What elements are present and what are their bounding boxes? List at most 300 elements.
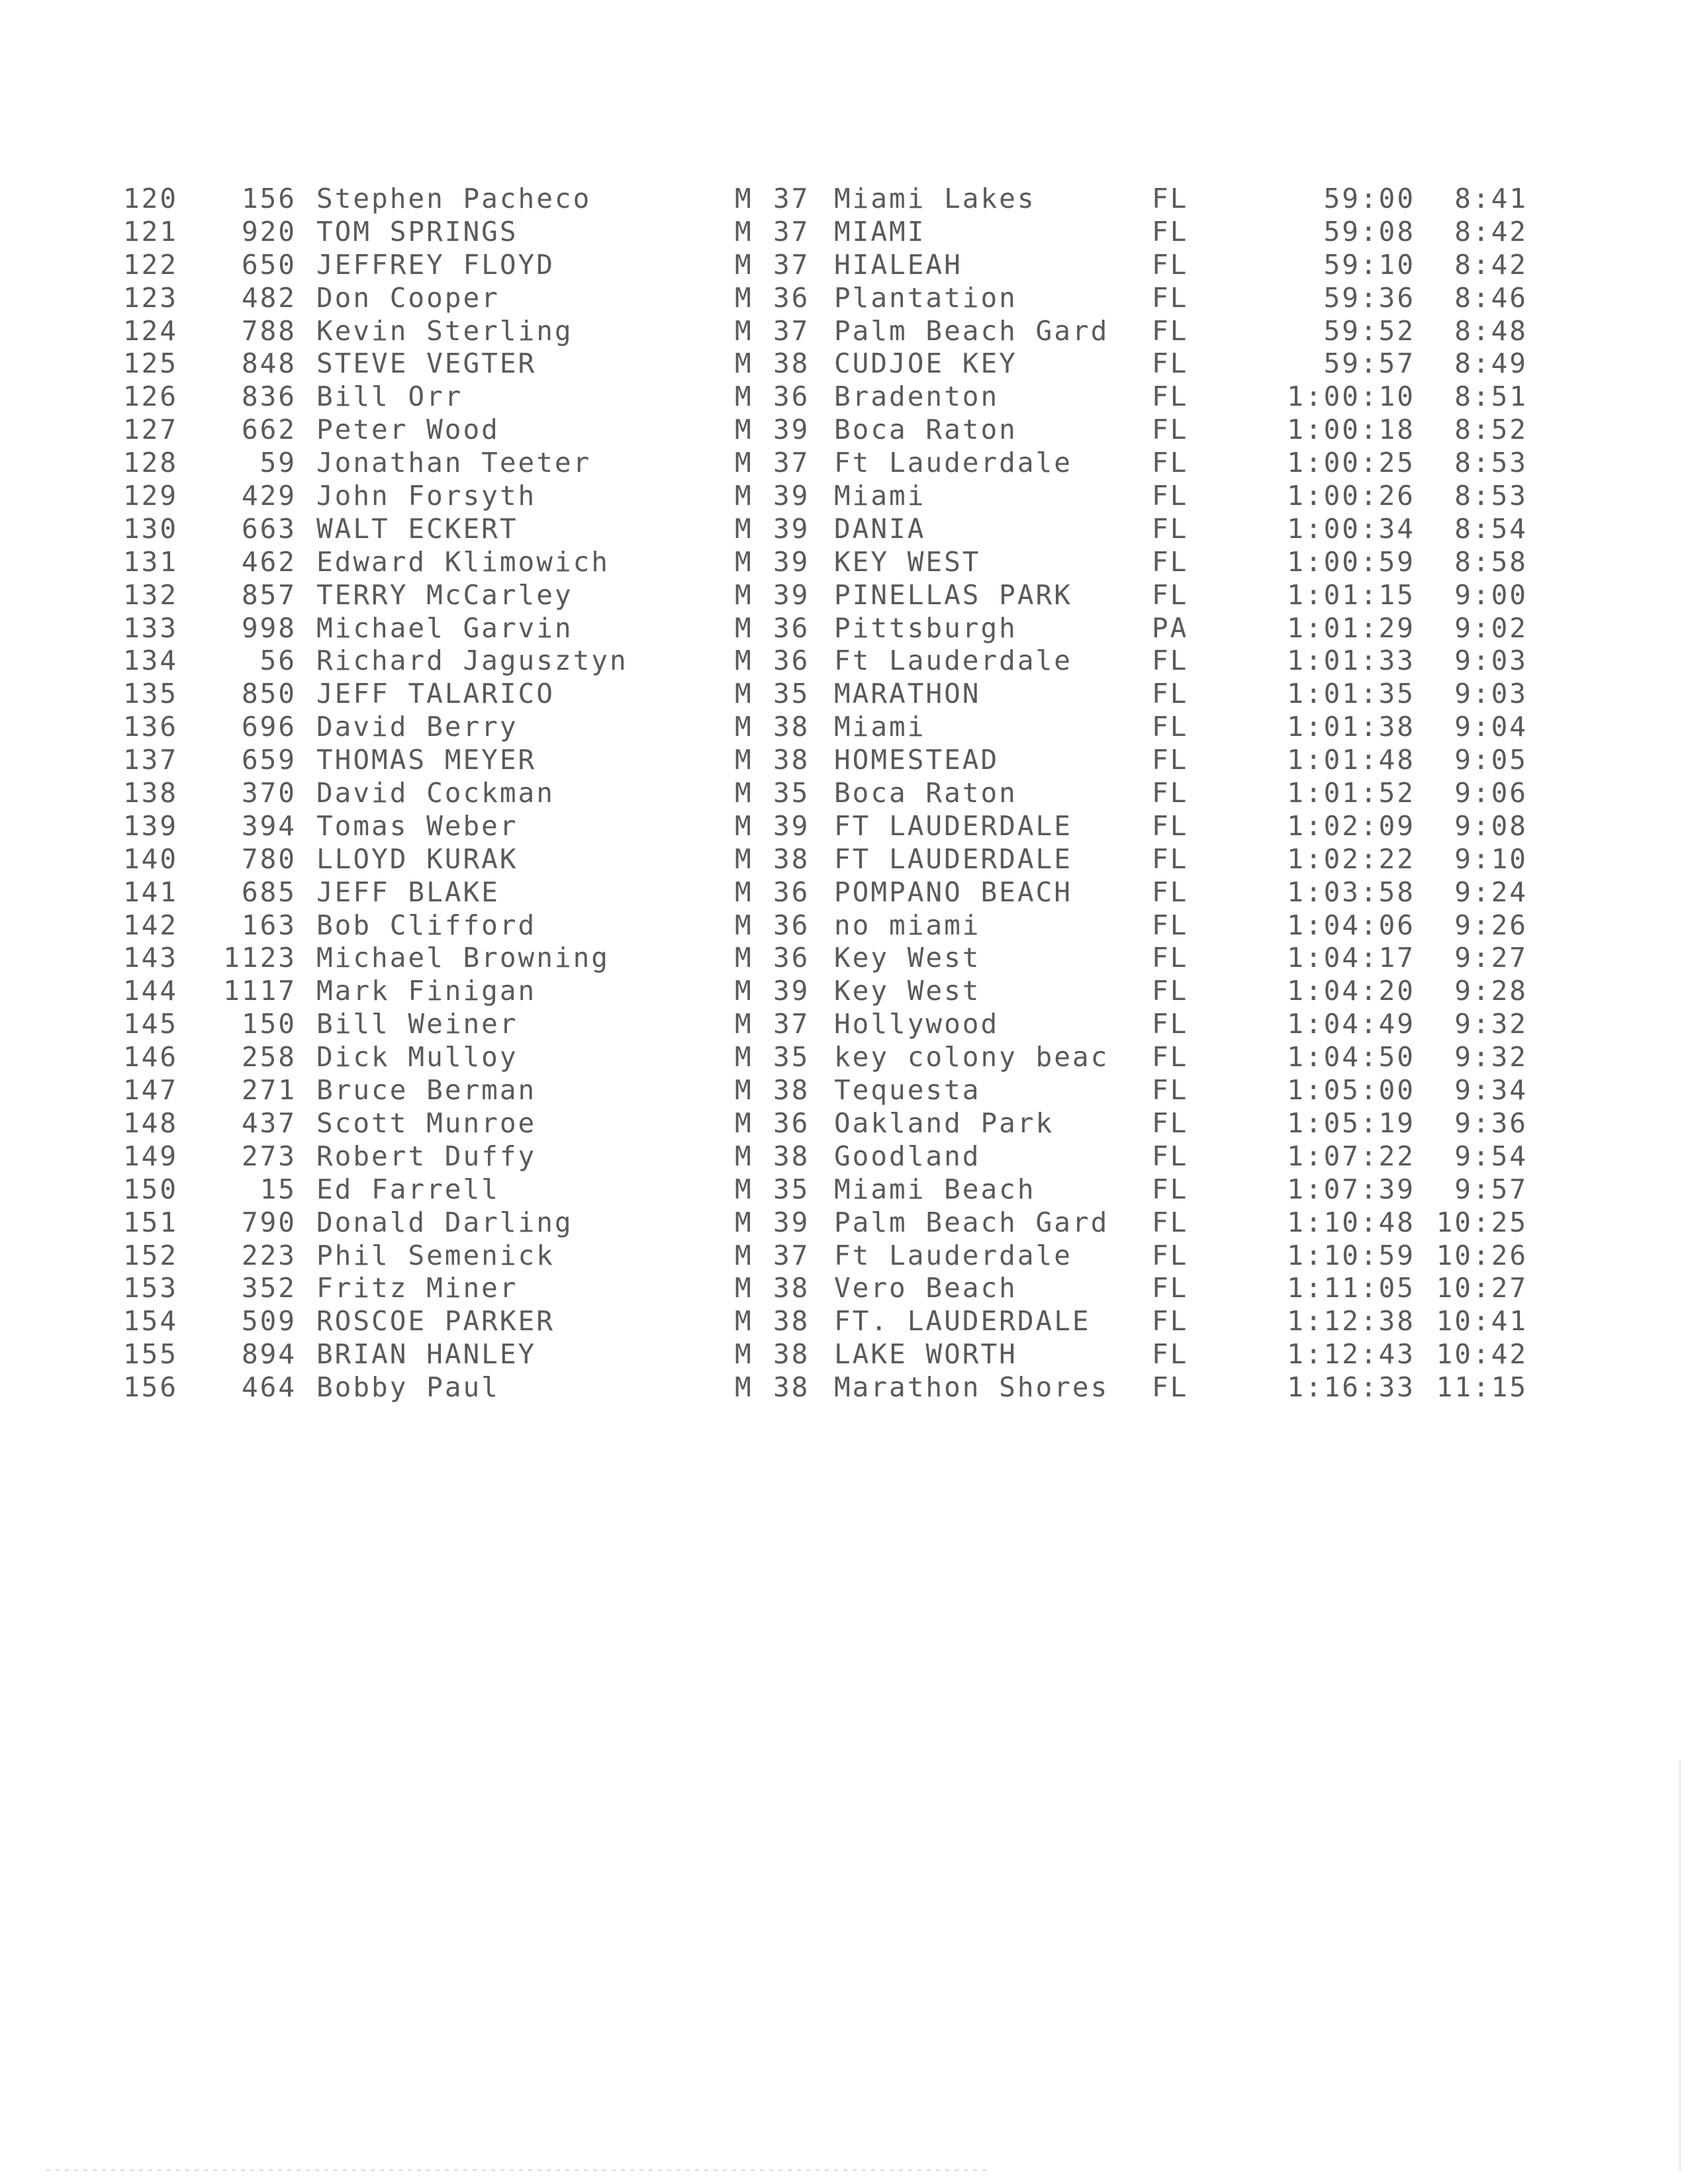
- state-cell: FL: [1152, 711, 1189, 743]
- name-cell: STEVE VEGTER: [316, 347, 537, 380]
- sex-cell: M: [735, 281, 753, 314]
- state-cell: FL: [1152, 744, 1189, 776]
- age-cell: 36: [773, 876, 810, 908]
- place-cell: 130: [123, 512, 179, 545]
- time-cell: 1:04:06: [1287, 909, 1415, 941]
- name-cell: David Cockman: [316, 777, 555, 809]
- time-cell: 1:01:33: [1287, 645, 1415, 677]
- pace-cell: 10:41: [1436, 1305, 1528, 1338]
- age-cell: 38: [773, 744, 810, 776]
- state-cell: FL: [1152, 215, 1189, 248]
- pace-cell: 9:03: [1454, 645, 1528, 677]
- city-cell: MARATHON: [834, 678, 981, 710]
- sex-cell: M: [735, 512, 753, 545]
- city-cell: FT LAUDERDALE: [834, 809, 1072, 842]
- table-row: [0, 1272, 1688, 1305]
- table-row: [0, 1206, 1688, 1240]
- name-cell: Phil Semenick: [316, 1239, 555, 1271]
- pace-cell: 8:58: [1454, 545, 1528, 578]
- table-row: [0, 1240, 1688, 1273]
- results-table: [0, 183, 1688, 1404]
- place-cell: 125: [123, 347, 179, 380]
- sex-cell: M: [735, 1305, 753, 1338]
- name-cell: TOM SPRINGS: [316, 215, 518, 248]
- city-cell: Ft Lauderdale: [834, 1239, 1072, 1271]
- bib-cell: 1123: [223, 942, 297, 974]
- bib-cell: 1117: [223, 975, 297, 1007]
- sex-cell: M: [735, 942, 753, 974]
- city-cell: CUDJOE KEY: [834, 347, 1017, 380]
- time-cell: 1:00:25: [1287, 447, 1415, 479]
- city-cell: Miami Lakes: [834, 183, 1036, 214]
- city-cell: no miami: [834, 909, 981, 941]
- name-cell: Don Cooper: [316, 281, 500, 314]
- city-cell: HIALEAH: [834, 248, 962, 281]
- city-cell: LAKE WORTH: [834, 1338, 1017, 1371]
- table-row: [0, 249, 1688, 282]
- pace-cell: 8:54: [1454, 512, 1528, 545]
- sex-cell: M: [735, 876, 753, 908]
- state-cell: FL: [1152, 942, 1189, 974]
- name-cell: Tomas Weber: [316, 809, 518, 842]
- time-cell: 1:10:59: [1287, 1239, 1415, 1271]
- city-cell: Miami Beach: [834, 1173, 1036, 1205]
- pace-cell: 10:27: [1436, 1272, 1528, 1304]
- age-cell: 36: [773, 909, 810, 941]
- name-cell: ROSCOE PARKER: [316, 1305, 555, 1338]
- table-row: [0, 711, 1688, 744]
- pace-cell: 9:10: [1454, 842, 1528, 875]
- name-cell: JEFFREY FLOYD: [316, 248, 555, 281]
- age-cell: 37: [773, 248, 810, 281]
- time-cell: 1:01:35: [1287, 678, 1415, 710]
- time-cell: 1:00:59: [1287, 545, 1415, 578]
- pace-cell: 9:24: [1454, 876, 1528, 908]
- city-cell: Miami: [834, 711, 926, 743]
- state-cell: PA: [1152, 612, 1189, 644]
- place-cell: 137: [123, 744, 179, 776]
- table-row: [0, 909, 1688, 942]
- state-cell: FL: [1152, 347, 1189, 380]
- state-cell: FL: [1152, 281, 1189, 314]
- state-cell: FL: [1152, 809, 1189, 842]
- name-cell: Bob Clifford: [316, 909, 537, 941]
- age-cell: 35: [773, 678, 810, 710]
- city-cell: Pittsburgh: [834, 612, 1017, 644]
- city-cell: Oakland Park: [834, 1107, 1055, 1139]
- table-row: [0, 1008, 1688, 1041]
- bib-cell: 163: [241, 909, 297, 941]
- age-cell: 37: [773, 1008, 810, 1040]
- name-cell: WALT ECKERT: [316, 512, 518, 545]
- name-cell: Mark Finigan: [316, 975, 537, 1007]
- state-cell: FL: [1152, 314, 1189, 347]
- name-cell: BRIAN HANLEY: [316, 1338, 537, 1371]
- place-cell: 151: [123, 1206, 179, 1238]
- place-cell: 120: [123, 183, 179, 214]
- place-cell: 140: [123, 842, 179, 875]
- time-cell: 1:02:22: [1287, 842, 1415, 875]
- table-row: [0, 546, 1688, 579]
- place-cell: 149: [123, 1140, 179, 1172]
- age-cell: 38: [773, 1371, 810, 1404]
- sex-cell: M: [735, 809, 753, 842]
- place-cell: 143: [123, 942, 179, 974]
- bib-cell: 429: [241, 480, 297, 512]
- name-cell: Richard Jagusztyn: [316, 645, 628, 677]
- table-row: [0, 678, 1688, 711]
- table-row: [0, 1173, 1688, 1206]
- age-cell: 39: [773, 414, 810, 446]
- sex-cell: M: [735, 414, 753, 446]
- time-cell: 1:01:52: [1287, 777, 1415, 809]
- age-cell: 39: [773, 545, 810, 578]
- sex-cell: M: [735, 1140, 753, 1172]
- bib-cell: 790: [241, 1206, 297, 1238]
- place-cell: 148: [123, 1107, 179, 1139]
- sex-cell: M: [735, 1008, 753, 1040]
- city-cell: FT LAUDERDALE: [834, 842, 1072, 875]
- pace-cell: 8:48: [1454, 314, 1528, 347]
- name-cell: Robert Duffy: [316, 1140, 537, 1172]
- time-cell: 1:01:29: [1287, 612, 1415, 644]
- sex-cell: M: [735, 645, 753, 677]
- city-cell: FT. LAUDERDALE: [834, 1305, 1091, 1338]
- age-cell: 38: [773, 347, 810, 380]
- city-cell: Miami: [834, 480, 926, 512]
- name-cell: Kevin Sterling: [316, 314, 573, 347]
- age-cell: 39: [773, 578, 810, 611]
- sex-cell: M: [735, 578, 753, 611]
- table-row: [0, 1371, 1688, 1404]
- state-cell: FL: [1152, 975, 1189, 1007]
- place-cell: 132: [123, 578, 179, 611]
- bib-cell: 15: [259, 1173, 297, 1205]
- state-cell: FL: [1152, 1140, 1189, 1172]
- bib-cell: 464: [241, 1371, 297, 1404]
- pace-cell: 9:36: [1454, 1107, 1528, 1139]
- state-cell: FL: [1152, 578, 1189, 611]
- name-cell: Scott Munroe: [316, 1107, 537, 1139]
- sex-cell: M: [735, 314, 753, 347]
- age-cell: 36: [773, 645, 810, 677]
- city-cell: Key West: [834, 942, 981, 974]
- time-cell: 1:07:22: [1287, 1140, 1415, 1172]
- pace-cell: 8:53: [1454, 480, 1528, 512]
- city-cell: Ft Lauderdale: [834, 447, 1072, 479]
- pace-cell: 10:25: [1436, 1206, 1528, 1238]
- age-cell: 37: [773, 1239, 810, 1271]
- bib-cell: 848: [241, 347, 297, 380]
- age-cell: 38: [773, 842, 810, 875]
- table-row: [0, 645, 1688, 678]
- pace-cell: 9:06: [1454, 777, 1528, 809]
- state-cell: FL: [1152, 414, 1189, 446]
- state-cell: FL: [1152, 842, 1189, 875]
- place-cell: 150: [123, 1173, 179, 1205]
- pace-cell: 9:08: [1454, 809, 1528, 842]
- state-cell: FL: [1152, 1272, 1189, 1304]
- time-cell: 1:01:38: [1287, 711, 1415, 743]
- name-cell: Michael Browning: [316, 942, 610, 974]
- state-cell: FL: [1152, 678, 1189, 710]
- city-cell: Palm Beach Gard: [834, 314, 1109, 347]
- state-cell: FL: [1152, 480, 1189, 512]
- city-cell: Boca Raton: [834, 777, 1017, 809]
- sex-cell: M: [735, 1107, 753, 1139]
- sex-cell: M: [735, 248, 753, 281]
- time-cell: 1:02:09: [1287, 809, 1415, 842]
- name-cell: Fritz Miner: [316, 1272, 518, 1304]
- age-cell: 38: [773, 1305, 810, 1338]
- pace-cell: 8:46: [1454, 281, 1528, 314]
- pace-cell: 9:54: [1454, 1140, 1528, 1172]
- city-cell: Vero Beach: [834, 1272, 1017, 1304]
- city-cell: PINELLAS PARK: [834, 578, 1072, 611]
- pace-cell: 9:04: [1454, 711, 1528, 743]
- name-cell: Donald Darling: [316, 1206, 573, 1238]
- table-row: [0, 513, 1688, 546]
- pace-cell: 10:42: [1436, 1338, 1528, 1371]
- table-row: [0, 1140, 1688, 1173]
- name-cell: Michael Garvin: [316, 612, 573, 644]
- age-cell: 38: [773, 1140, 810, 1172]
- sex-cell: M: [735, 215, 753, 248]
- time-cell: 1:07:39: [1287, 1173, 1415, 1205]
- table-row: [0, 480, 1688, 513]
- place-cell: 121: [123, 215, 179, 248]
- place-cell: 123: [123, 281, 179, 314]
- city-cell: Key West: [834, 975, 981, 1007]
- bib-cell: 223: [241, 1239, 297, 1271]
- bib-cell: 663: [241, 512, 297, 545]
- age-cell: 38: [773, 1338, 810, 1371]
- place-cell: 122: [123, 248, 179, 281]
- pace-cell: 10:26: [1436, 1239, 1528, 1271]
- state-cell: FL: [1152, 777, 1189, 809]
- pace-cell: 11:15: [1436, 1371, 1528, 1404]
- table-row: [0, 1107, 1688, 1140]
- state-cell: FL: [1152, 447, 1189, 479]
- sex-cell: M: [735, 480, 753, 512]
- name-cell: David Berry: [316, 711, 518, 743]
- city-cell: HOMESTEAD: [834, 744, 1000, 776]
- time-cell: 1:03:58: [1287, 876, 1415, 908]
- state-cell: FL: [1152, 183, 1189, 214]
- table-row: [0, 876, 1688, 909]
- place-cell: 135: [123, 678, 179, 710]
- time-cell: 1:01:48: [1287, 744, 1415, 776]
- city-cell: Tequesta: [834, 1074, 981, 1107]
- age-cell: 36: [773, 281, 810, 314]
- state-cell: FL: [1152, 381, 1189, 413]
- time-cell: 1:11:05: [1287, 1272, 1415, 1304]
- bib-cell: 998: [241, 612, 297, 644]
- age-cell: 36: [773, 612, 810, 644]
- place-cell: 146: [123, 1041, 179, 1073]
- scan-edge: [1679, 1760, 1681, 2171]
- place-cell: 156: [123, 1371, 179, 1404]
- time-cell: 1:04:17: [1287, 942, 1415, 974]
- pace-cell: 8:41: [1454, 183, 1528, 214]
- sex-cell: M: [735, 381, 753, 413]
- age-cell: 38: [773, 1074, 810, 1107]
- table-row: [0, 414, 1688, 447]
- bib-cell: 920: [241, 215, 297, 248]
- place-cell: 129: [123, 480, 179, 512]
- city-cell: Marathon Shores: [834, 1371, 1109, 1404]
- city-cell: Palm Beach Gard: [834, 1206, 1109, 1238]
- bib-cell: 56: [259, 645, 297, 677]
- table-row: [0, 1338, 1688, 1371]
- sex-cell: M: [735, 975, 753, 1007]
- sex-cell: M: [735, 711, 753, 743]
- place-cell: 147: [123, 1074, 179, 1107]
- pace-cell: 9:26: [1454, 909, 1528, 941]
- age-cell: 38: [773, 1272, 810, 1304]
- scan-artifact: [46, 2169, 986, 2171]
- bib-cell: 685: [241, 876, 297, 908]
- place-cell: 152: [123, 1239, 179, 1271]
- sex-cell: M: [735, 842, 753, 875]
- sex-cell: M: [735, 1074, 753, 1107]
- state-cell: FL: [1152, 1173, 1189, 1205]
- state-cell: FL: [1152, 1206, 1189, 1238]
- sex-cell: M: [735, 777, 753, 809]
- time-cell: 1:12:38: [1287, 1305, 1415, 1338]
- sex-cell: M: [735, 1173, 753, 1205]
- table-row: [0, 381, 1688, 414]
- name-cell: JEFF BLAKE: [316, 876, 500, 908]
- pace-cell: 9:32: [1454, 1008, 1528, 1040]
- bib-cell: 857: [241, 578, 297, 611]
- name-cell: TERRY McCarley: [316, 578, 573, 611]
- time-cell: 1:00:10: [1287, 381, 1415, 413]
- city-cell: KEY WEST: [834, 545, 981, 578]
- place-cell: 145: [123, 1008, 179, 1040]
- pace-cell: 9:28: [1454, 975, 1528, 1007]
- name-cell: Bruce Berman: [316, 1074, 537, 1107]
- time-cell: 1:01:15: [1287, 578, 1415, 611]
- place-cell: 124: [123, 314, 179, 347]
- time-cell: 59:00: [1323, 183, 1415, 214]
- age-cell: 36: [773, 1107, 810, 1139]
- city-cell: MIAMI: [834, 215, 926, 248]
- name-cell: THOMAS MEYER: [316, 744, 537, 776]
- age-cell: 35: [773, 1041, 810, 1073]
- place-cell: 153: [123, 1272, 179, 1304]
- pace-cell: 8:52: [1454, 414, 1528, 446]
- name-cell: Bobby Paul: [316, 1371, 500, 1404]
- pace-cell: 9:05: [1454, 744, 1528, 776]
- state-cell: FL: [1152, 1074, 1189, 1107]
- city-cell: POMPANO BEACH: [834, 876, 1072, 908]
- time-cell: 59:36: [1323, 281, 1415, 314]
- bib-cell: 150: [241, 1008, 297, 1040]
- name-cell: Bill Weiner: [316, 1008, 518, 1040]
- age-cell: 36: [773, 381, 810, 413]
- name-cell: Stephen Pacheco: [316, 183, 592, 214]
- state-cell: FL: [1152, 1041, 1189, 1073]
- pace-cell: 9:57: [1454, 1173, 1528, 1205]
- table-row: [0, 447, 1688, 480]
- city-cell: Ft Lauderdale: [834, 645, 1072, 677]
- name-cell: Ed Farrell: [316, 1173, 500, 1205]
- table-row: [0, 216, 1688, 249]
- place-cell: 142: [123, 909, 179, 941]
- pace-cell: 9:32: [1454, 1041, 1528, 1073]
- age-cell: 36: [773, 942, 810, 974]
- table-row: [0, 315, 1688, 348]
- time-cell: 59:57: [1323, 347, 1415, 380]
- sex-cell: M: [735, 183, 753, 214]
- city-cell: Bradenton: [834, 381, 1000, 413]
- place-cell: 155: [123, 1338, 179, 1371]
- bib-cell: 394: [241, 809, 297, 842]
- place-cell: 127: [123, 414, 179, 446]
- pace-cell: 9:00: [1454, 578, 1528, 611]
- bib-cell: 462: [241, 545, 297, 578]
- pace-cell: 9:34: [1454, 1074, 1528, 1107]
- place-cell: 139: [123, 809, 179, 842]
- bib-cell: 780: [241, 842, 297, 875]
- time-cell: 1:04:49: [1287, 1008, 1415, 1040]
- age-cell: 37: [773, 215, 810, 248]
- city-cell: key colony beac: [834, 1041, 1109, 1073]
- state-cell: FL: [1152, 645, 1189, 677]
- state-cell: FL: [1152, 1008, 1189, 1040]
- pace-cell: 9:27: [1454, 942, 1528, 974]
- city-cell: Goodland: [834, 1140, 981, 1172]
- time-cell: 1:10:48: [1287, 1206, 1415, 1238]
- table-row: [0, 843, 1688, 876]
- age-cell: 39: [773, 512, 810, 545]
- time-cell: 1:04:50: [1287, 1041, 1415, 1073]
- time-cell: 1:16:33: [1287, 1371, 1415, 1404]
- sex-cell: M: [735, 447, 753, 479]
- bib-cell: 659: [241, 744, 297, 776]
- sex-cell: M: [735, 678, 753, 710]
- place-cell: 144: [123, 975, 179, 1007]
- table-row: [0, 777, 1688, 810]
- pace-cell: 9:03: [1454, 678, 1528, 710]
- sex-cell: M: [735, 1371, 753, 1404]
- table-row: [0, 1041, 1688, 1074]
- time-cell: 1:00:34: [1287, 512, 1415, 545]
- bib-cell: 696: [241, 711, 297, 743]
- sex-cell: M: [735, 909, 753, 941]
- age-cell: 35: [773, 1173, 810, 1205]
- state-cell: FL: [1152, 1107, 1189, 1139]
- time-cell: 1:05:00: [1287, 1074, 1415, 1107]
- place-cell: 136: [123, 711, 179, 743]
- bib-cell: 836: [241, 381, 297, 413]
- name-cell: LLOYD KURAK: [316, 842, 518, 875]
- age-cell: 35: [773, 777, 810, 809]
- bib-cell: 59: [259, 447, 297, 479]
- place-cell: 131: [123, 545, 179, 578]
- age-cell: 39: [773, 809, 810, 842]
- sex-cell: M: [735, 612, 753, 644]
- sex-cell: M: [735, 545, 753, 578]
- table-row: [0, 612, 1688, 645]
- name-cell: Bill Orr: [316, 381, 463, 413]
- state-cell: FL: [1152, 1305, 1189, 1338]
- time-cell: 59:10: [1323, 248, 1415, 281]
- bib-cell: 662: [241, 414, 297, 446]
- place-cell: 134: [123, 645, 179, 677]
- bib-cell: 437: [241, 1107, 297, 1139]
